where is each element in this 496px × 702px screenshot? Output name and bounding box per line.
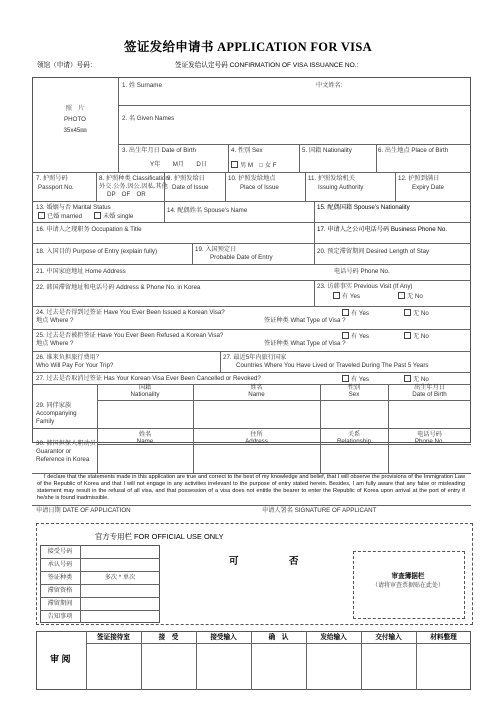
marital-single-option: 未婚 single: [94, 212, 133, 221]
guarantor-name-en: Name: [136, 438, 154, 445]
trip-payer-label-cn: 26. 谁来负担旅行费用？: [36, 354, 103, 361]
passport-class-cn: 外交.公务.因公.因私.其他: [99, 183, 168, 190]
business-phone-label: 17. 申请人之公司电话号码 Business Phone No.: [317, 226, 447, 233]
nationality-label: 5. 国籍 Nationality: [302, 147, 352, 154]
review-stamp-title: 审查簿据栏: [391, 573, 425, 580]
guarantor-relationship-en: Relationship: [336, 438, 372, 445]
form-title: 签证发给申请书 APPLICATION FOR VISA: [124, 40, 372, 54]
photo-label-en: PHOTO: [64, 116, 86, 123]
issuing-authority-label-en: Issuing Authority: [318, 184, 364, 191]
issuing-authority-label-cn: 11. 护照发给机关: [308, 175, 355, 182]
cancelled-visa-question: 27. 过去是否取消过签证 Has Your Korean Visa Ever Been Cancelled or Revoked?: [36, 375, 261, 382]
official-visa-type: 签证种类: [47, 574, 73, 581]
review-col-confirm: 确 认: [268, 634, 289, 641]
confirmation-number-label: 签证发给认定号码 CONFIRMATION OF VISA ISSUANCE NO.:: [175, 62, 359, 69]
refused-visa-yes-checkbox[interactable]: [342, 332, 349, 339]
review-col-delivery-input: 交付输入: [375, 634, 402, 641]
guarantor-label-en2: Reference in Korea: [36, 456, 90, 463]
cancelled-visa-yes-checkbox[interactable]: [342, 375, 349, 382]
home-address-label: 21. 中国家庭地址 Home Address: [36, 268, 126, 275]
photo-label-cn: 照 片: [65, 105, 85, 112]
given-names-label: 2. 名 Given Names: [122, 115, 175, 122]
official-notice: 告知事项: [47, 613, 73, 620]
family-nationality-cn: 国籍: [138, 384, 152, 391]
review-col-receive-input: 接受输入: [210, 634, 237, 641]
applicant-signature-label: 申请人署名 SIGNATURE OF APPLICANT: [262, 507, 377, 514]
official-entry-kind: 多次 * 单次: [104, 574, 136, 581]
official-stay-period: 滞留期间: [47, 600, 73, 607]
previous-visit-yes-checkbox[interactable]: [333, 292, 340, 299]
passport-class-label: 8. 护照种类 Classification: [99, 175, 169, 182]
passport-no-label-en: Passport No.: [38, 184, 74, 191]
guarantor-label-cn: 30. 韩国担保人职动员: [36, 440, 96, 447]
guarantor-relationship-cn: 关系: [347, 431, 361, 438]
official-receipt-no: 接受号码: [47, 548, 73, 555]
issued-visa-yes: 有 Yes: [342, 309, 369, 318]
expiry-date-label-cn: 12. 护照到满日: [398, 175, 440, 182]
issue-place-label-en: Place of Issue: [240, 184, 279, 191]
refused-visa-yes: 有 Yes: [342, 332, 369, 341]
review-col-receive: 接 受: [158, 634, 179, 641]
review-label: 审 阅: [50, 654, 71, 664]
issue-date-label-cn: 9. 护照发给日: [167, 175, 205, 182]
official-status: 滞留资格: [47, 587, 73, 594]
refused-visa-no: 无 No: [404, 332, 429, 341]
issued-visa-no-checkbox[interactable]: [404, 309, 411, 316]
sex-label: 4. 性别 Sex: [231, 147, 263, 154]
marital-married-option: 已婚 married: [38, 212, 82, 221]
chinese-name-label: 中文姓名:: [316, 82, 343, 89]
expiry-date-label-en: Expiry Date: [412, 184, 444, 191]
photo-size: 35x45㎜: [63, 127, 87, 134]
sex-options: 男 M □ 女 F: [231, 161, 276, 170]
length-of-stay-label: 20. 预定滞留期间 Desired Length of Stay: [317, 248, 430, 255]
previous-visit-no: 无 No: [398, 292, 423, 301]
issued-visa-type: 签证种类 What Type of Visa ?: [264, 317, 346, 324]
family-dob-en: Date of Birth: [412, 391, 447, 398]
family-dob-cn: 出生年月日: [414, 384, 445, 391]
previous-visit-yes: 有 Yes: [333, 292, 360, 301]
approve-mark: 可: [229, 556, 239, 567]
application-date-label: 申请日期 DATE OF APPLICATION: [36, 507, 131, 514]
family-name-en: Name: [248, 391, 265, 398]
family-nationality-en: Nationality: [130, 391, 160, 398]
surname-label: 1. 姓 Surname: [122, 82, 162, 89]
married-checkbox[interactable]: [38, 212, 45, 219]
refused-visa-question: 25. 过去是否被拒签证 Have You Ever Been Refused a Korean Visa?: [36, 332, 224, 339]
issued-visa-where: 地点 Where ?: [36, 317, 74, 324]
issued-visa-yes-checkbox[interactable]: [342, 309, 349, 316]
official-approval-no: 承认号码: [47, 561, 73, 568]
previous-visit-label: 23. 访韩事实 Previous Visit (If Any): [317, 283, 413, 290]
review-col-reception: 签证接待室: [97, 634, 130, 641]
date-of-birth-format: Y年 M月 D日: [150, 161, 208, 168]
spouse-name-label: 14. 配偶姓名 Spouse's Name: [167, 207, 248, 214]
cancelled-visa-no-checkbox[interactable]: [404, 375, 411, 382]
declaration-text: I declare that the statements made in this application are true and correct to the best of my knowledge and belief, that I will observe the provisions of the Immigration Law of the Republic of Korea and that I will not engage in any activities irrelevant to the purpose of entry stated herein. Besides, I am fully aware that any false or misleading statement may result in the refusal of all visa, and that possession of a visa does not entitle the bearer to enter the Republic of Korea upon arrival at the port of entry if he/she is found inadmissible.: [37, 474, 465, 501]
deny-mark: 否: [289, 556, 299, 567]
refused-visa-type: 签证种类 What Type of Visa ?: [264, 340, 346, 347]
guarantor-address-en: Address: [245, 438, 268, 445]
cancelled-visa-no: 无 No: [404, 375, 429, 384]
official-use-heading: 官方专用栏 FOR OFFICIAL USE ONLY: [95, 532, 224, 541]
guarantor-phone-en: Phone No.: [414, 438, 445, 445]
family-sex-en: Sex: [348, 391, 360, 398]
review-col-materials: 材料整理: [430, 634, 457, 641]
passport-class-codes: DP OF OR: [107, 191, 146, 198]
family-sex-cn: 性别: [347, 384, 361, 391]
issue-place-label-cn: 10. 护照发给地点: [228, 175, 276, 182]
marital-status-label: 13. 婚姻与否 Marital Status: [36, 204, 111, 211]
family-label-en1: Accompanying: [36, 410, 77, 417]
spouse-nationality-label: 15. 配偶国籍 Spouse's Nationality: [317, 204, 410, 211]
single-checkbox[interactable]: [94, 212, 101, 219]
place-of-birth-label: 6. 出生地点 Place of Birth: [378, 147, 449, 154]
countries-visited-label-en: Countries Where You Have Lived or Traveled During The Past 5 Years: [236, 362, 429, 369]
entry-date-label-cn: 19. 入国预定日: [195, 246, 237, 253]
sex-male-checkbox[interactable]: [231, 161, 238, 168]
issue-date-label-en: Date of Issue: [172, 184, 209, 191]
countries-visited-label-cn: 27. 最近5年内旅行国家: [223, 354, 287, 361]
refused-visa-where: 地点 Where ?: [36, 340, 74, 347]
guarantor-phone-cn: 电话号码: [417, 431, 442, 438]
passport-no-label-cn: 7. 护照号码: [36, 175, 68, 182]
home-phone-label: 电话号码 Phone No.: [334, 268, 390, 275]
entry-date-label-en: Probable Date of Entry: [210, 254, 273, 261]
guarantor-address-cn: 住所: [250, 431, 263, 438]
occupation-label: 16. 申请人之现职务 Occupation & Title: [36, 226, 142, 233]
trip-payer-label-en: Who Will Pay For Your Trip?: [36, 362, 114, 369]
family-label-en2: Family: [36, 418, 55, 425]
korea-address-label: 22. 韩国滞留地址和电话号码 Address & Phone No. in Korea: [36, 284, 201, 291]
issued-visa-question: 24. 过去是否得到过签证 Have You Ever Been Issued a Korean Visa?: [36, 309, 225, 316]
issued-visa-no: 无 No: [404, 309, 429, 318]
guarantor-name-cn: 姓名: [138, 431, 152, 438]
embassy-number-label: 领馆（申请）号码：: [37, 62, 97, 69]
cancelled-visa-yes: 有 Yes: [342, 375, 369, 384]
family-name-cn: 姓名: [250, 384, 263, 391]
review-stamp-note: （请将审查票据贴在此处）: [371, 583, 444, 589]
review-col-issue-input: 发给输入: [320, 634, 347, 641]
previous-visit-no-checkbox[interactable]: [398, 292, 405, 299]
purpose-of-entry-label: 18. 入国目的 Purpose of Entry (explain fully): [36, 248, 158, 255]
guarantor-label-en1: Guarantor or: [36, 448, 72, 455]
refused-visa-no-checkbox[interactable]: [404, 332, 411, 339]
date-of-birth-label: 3. 出生年月日 Date of Birth: [122, 147, 196, 154]
family-label-cn: 29. 同伴家族: [36, 402, 72, 409]
